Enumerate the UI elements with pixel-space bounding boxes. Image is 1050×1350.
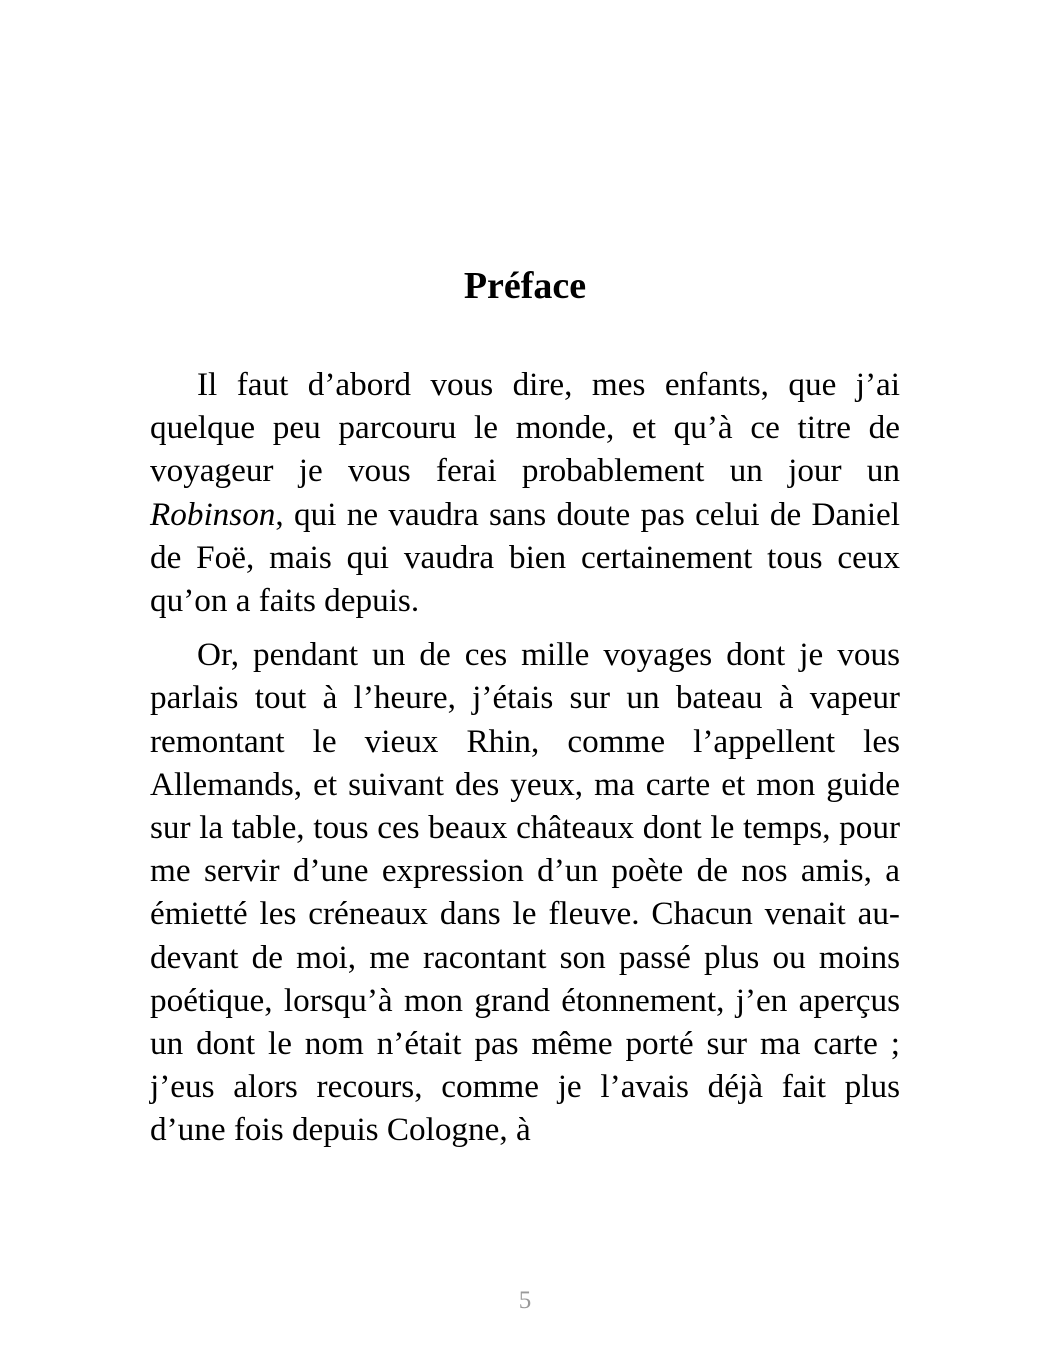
- body-text: [150, 363, 900, 1152]
- paragraph-2: Or, pendant un de ces mille voyages dont je vous parlais tout à l’heure, j’étais sur un bateau à vapeur remontant le vieux Rhin, comme l’appellent les Allemands, et suivant des yeux, ma carte et mon guide sur la table, tous ces beaux châteaux dont le temps, pour me servir d’une expression d’un poète de nos amis, a émietté les créneaux dans le fleuve. Chacun venait au-devant de moi, me racontant son passé plus ou moins poétique, lorsqu’à mon grand étonnement, j’en aperçus un dont le nom n’était pas même porté sur ma carte ; j’eus alors recours, comme je l’avais déjà fait plus d’une fois depuis Cologne, à: [150, 636, 900, 1149]
- paragraph-1-italic-title: Robinson: [150, 495, 276, 533]
- chapter-title: Préface: [463, 265, 587, 307]
- paragraph-1-text-end: , qui ne vaudra sans doute pas celui de Daniel de Foë, mais qui vaudra bien certainement tous ceux qu’on a faits depuis.: [150, 495, 900, 620]
- paragraph-1-text-start: Il faut d’abord vous dire, mes enfants, que j’ai quelque peu parcouru le monde, et qu’à ce titre de voyageur je vous ferai probablement un jour un: [150, 366, 900, 490]
- paragraph-1: [150, 363, 900, 622]
- page-number: 5: [518, 1287, 532, 1314]
